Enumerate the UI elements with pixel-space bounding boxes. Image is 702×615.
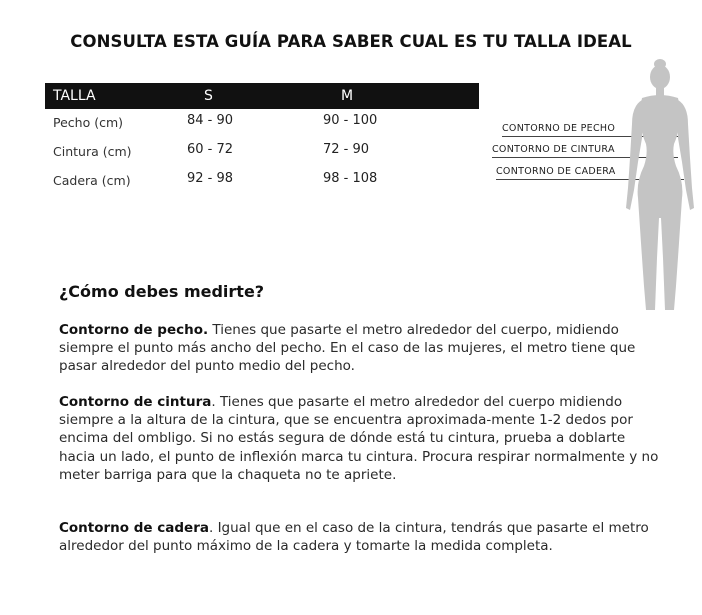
paragraph-cadera xyxy=(59,519,659,555)
paragraph-cintura-text: . Tienes que pasarte el metro alrededor del cuerpo midiendo siempre a la altura de la cintura, que se encuentra aproximada-mente 1-2 dedos por encima del ombligo. Si no estás segura de dónde está tu cintura, prueba a doblarte hacia un lado, el punto de inflexión marca tu cintura. Procura respirar normalmente y no meter barriga para que la chaqueta no te apriete. xyxy=(59,394,659,483)
cell-cadera-m: 98 - 108 xyxy=(323,171,378,186)
body-silhouette-icon xyxy=(618,58,698,314)
paragraph-pecho-text: Tienes que pasarte el metro alrededor del cuerpo, midiendo siempre el punto más ancho del pecho. En el caso de las mujeres, el metro tiene que pasar alrededor del punto medio del pecho. xyxy=(59,322,636,375)
cell-cintura-m: 72 - 90 xyxy=(323,142,370,157)
label-contorno-cadera: CONTORNO DE CADERA xyxy=(496,166,616,177)
paragraph-cadera-title: Contorno de cadera xyxy=(59,520,209,536)
row-label-pecho: Pecho (cm) xyxy=(53,115,124,130)
paragraph-pecho xyxy=(59,321,659,376)
cell-cadera-s: 92 - 98 xyxy=(187,171,234,186)
header-size-s: S xyxy=(204,88,213,104)
paragraph-cintura xyxy=(59,393,659,484)
cell-pecho-m: 90 - 100 xyxy=(323,113,378,128)
paragraph-pecho-title: Contorno de pecho. xyxy=(59,322,209,338)
table-row xyxy=(45,138,479,167)
label-contorno-pecho: CONTORNO DE PECHO xyxy=(502,123,616,134)
paragraph-cadera-text: . Igual que en el caso de la cintura, tendrás que pasarte el metro alrededor del punto máximo de la cadera y tomarte la medida completa. xyxy=(59,520,649,555)
label-contorno-cintura: CONTORNO DE CINTURA xyxy=(492,144,615,155)
how-to-heading: ¿Cómo debes medirte? xyxy=(59,282,265,301)
page-title: CONSULTA ESTA GUÍA PARA SABER CUAL ES TU TALLA IDEAL xyxy=(70,32,632,51)
header-size-m: M xyxy=(341,88,354,104)
size-table xyxy=(45,83,479,196)
header-talla: TALLA xyxy=(53,88,96,104)
size-table-header xyxy=(45,83,479,109)
table-row xyxy=(45,167,479,196)
row-label-cintura: Cintura (cm) xyxy=(53,144,132,159)
paragraph-cintura-title: Contorno de cintura xyxy=(59,394,212,410)
row-label-cadera: Cadera (cm) xyxy=(53,173,131,188)
table-row xyxy=(45,109,479,138)
cell-pecho-s: 84 - 90 xyxy=(187,113,234,128)
cell-cintura-s: 60 - 72 xyxy=(187,142,234,157)
